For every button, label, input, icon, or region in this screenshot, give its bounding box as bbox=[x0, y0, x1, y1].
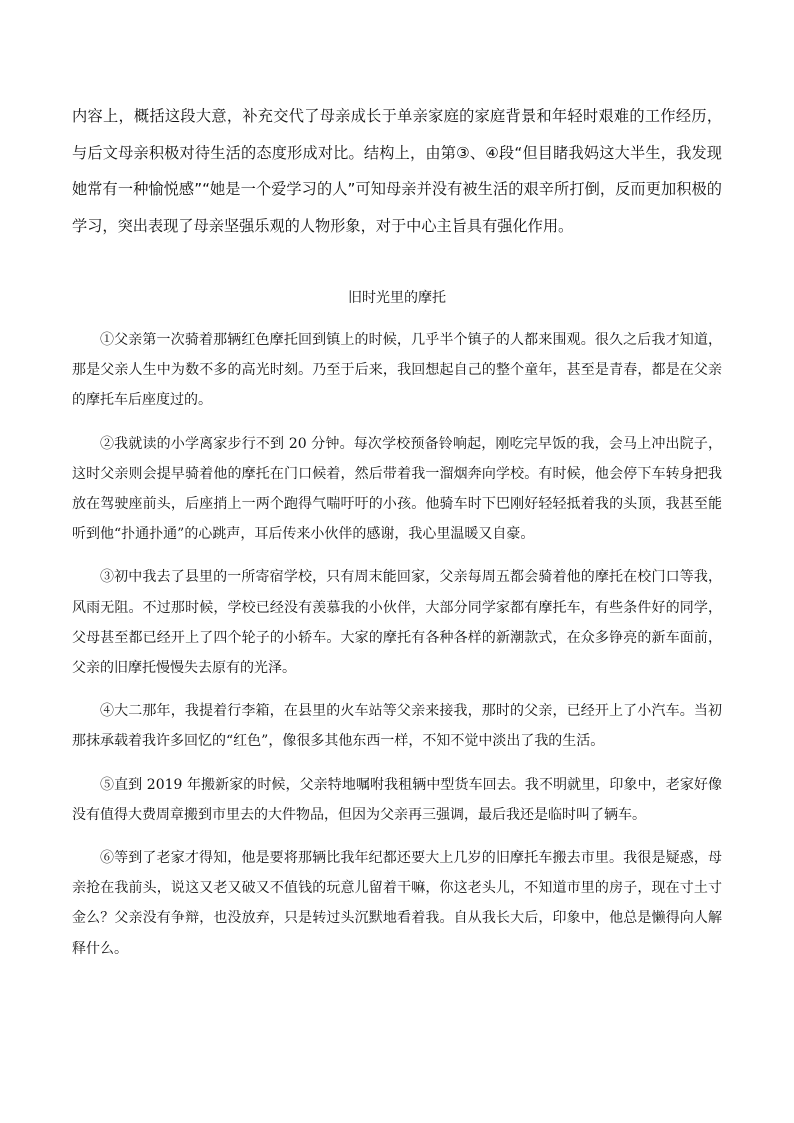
essay-paragraph-2: ②我就读的小学离家步行不到 20 分钟。每次学校预备铃响起，刚吃完早饭的我，会马上冲出院子，这时父亲则会提早骑着他的摩托在门口候着，然后带着我一溜烟奔向学校。有时候，他会停下车转身把我放在驾驶座前头，后座捎上一两个跑得气喘吁吁的小孩。他骑车时下巴刚好轻轻抵着我的头顶，我甚至能听到他“扑通扑通”的心跳声，耳后传来小伙伴的感谢，我心里温暖又自豪。 bbox=[72, 435, 722, 543]
essay-paragraph-6: ⑥等到了老家才得知，他是要将那辆比我年纪都还要大上几岁的旧摩托车搬去市里。我很是疑惑，母亲抢在我前头，说这又老又破又不值钱的玩意儿留着干嘛，你这老头儿，不知道市里的房子，现在寸土寸金么？父亲没有争辩，也没放弃，只是转过头沉默地看着我。自从我长大后，印象中，他总是懒得向人解释什么。 bbox=[72, 850, 722, 957]
essay-paragraph-5: ⑤直到 2019 年搬新家的时候，父亲特地嘱咐我租辆中型货车回去。我不明就里，印象中，老家好像没有值得大费周章搬到市里去的大件物品，但因为父亲再三强调，最后我还是临时叫了辆车。 bbox=[72, 776, 722, 823]
essay-paragraph-4: ④大二那年，我提着行李箱，在县里的火车站等父亲来接我，那时的父亲，已经开上了小汽车。当初那抹承载着我许多回忆的“红色”，像很多其他东西一样，不知不觉中淡出了我的生活。 bbox=[72, 703, 722, 750]
essay-title: 旧时光里的摩托 bbox=[348, 290, 446, 306]
essay-paragraph-3: ③初中我去了县里的一所寄宿学校，只有周末能回家，父亲每周五都会骑着他的摩托在校门口等我，风雨无阻。不过那时候，学校已经没有羡慕我的小伙伴，大部分同学家都有摩托车，有些条件好的同学，父母甚至都已经开上了四个轮子的小轿车。大家的摩托有各种各样的新潮款式，在众多铮亮的新车面前，父亲的旧摩托慢慢失去原有的光泽。 bbox=[72, 569, 722, 677]
essay-body bbox=[72, 325, 722, 977]
essay-paragraph-1: ①父亲第一次骑着那辆红色摩托回到镇上的时候，几乎半个镇子的人都来围观。很久之后我才知道，那是父亲人生中为数不多的高光时刻。乃至于后来，我回想起自己的整个童年，甚至是青春，都是在父亲的摩托车后座度过的。 bbox=[72, 332, 722, 409]
analysis-paragraph: 内容上，概括这段大意，补充交代了母亲成长于单亲家庭的家庭背景和年轻时艰难的工作经历，与后文母亲积极对待生活的态度形成对比。结构上，由第③、④段“但目睹我妈这大半生，我发现她常有一种愉悦感”“她是一个爱学习的人”可知母亲并没有被生活的艰辛所打倒，反而更加积极的学习，突出表现了母亲坚强乐观的人物形象，对于中心主旨具有强化作用。 bbox=[72, 107, 722, 235]
